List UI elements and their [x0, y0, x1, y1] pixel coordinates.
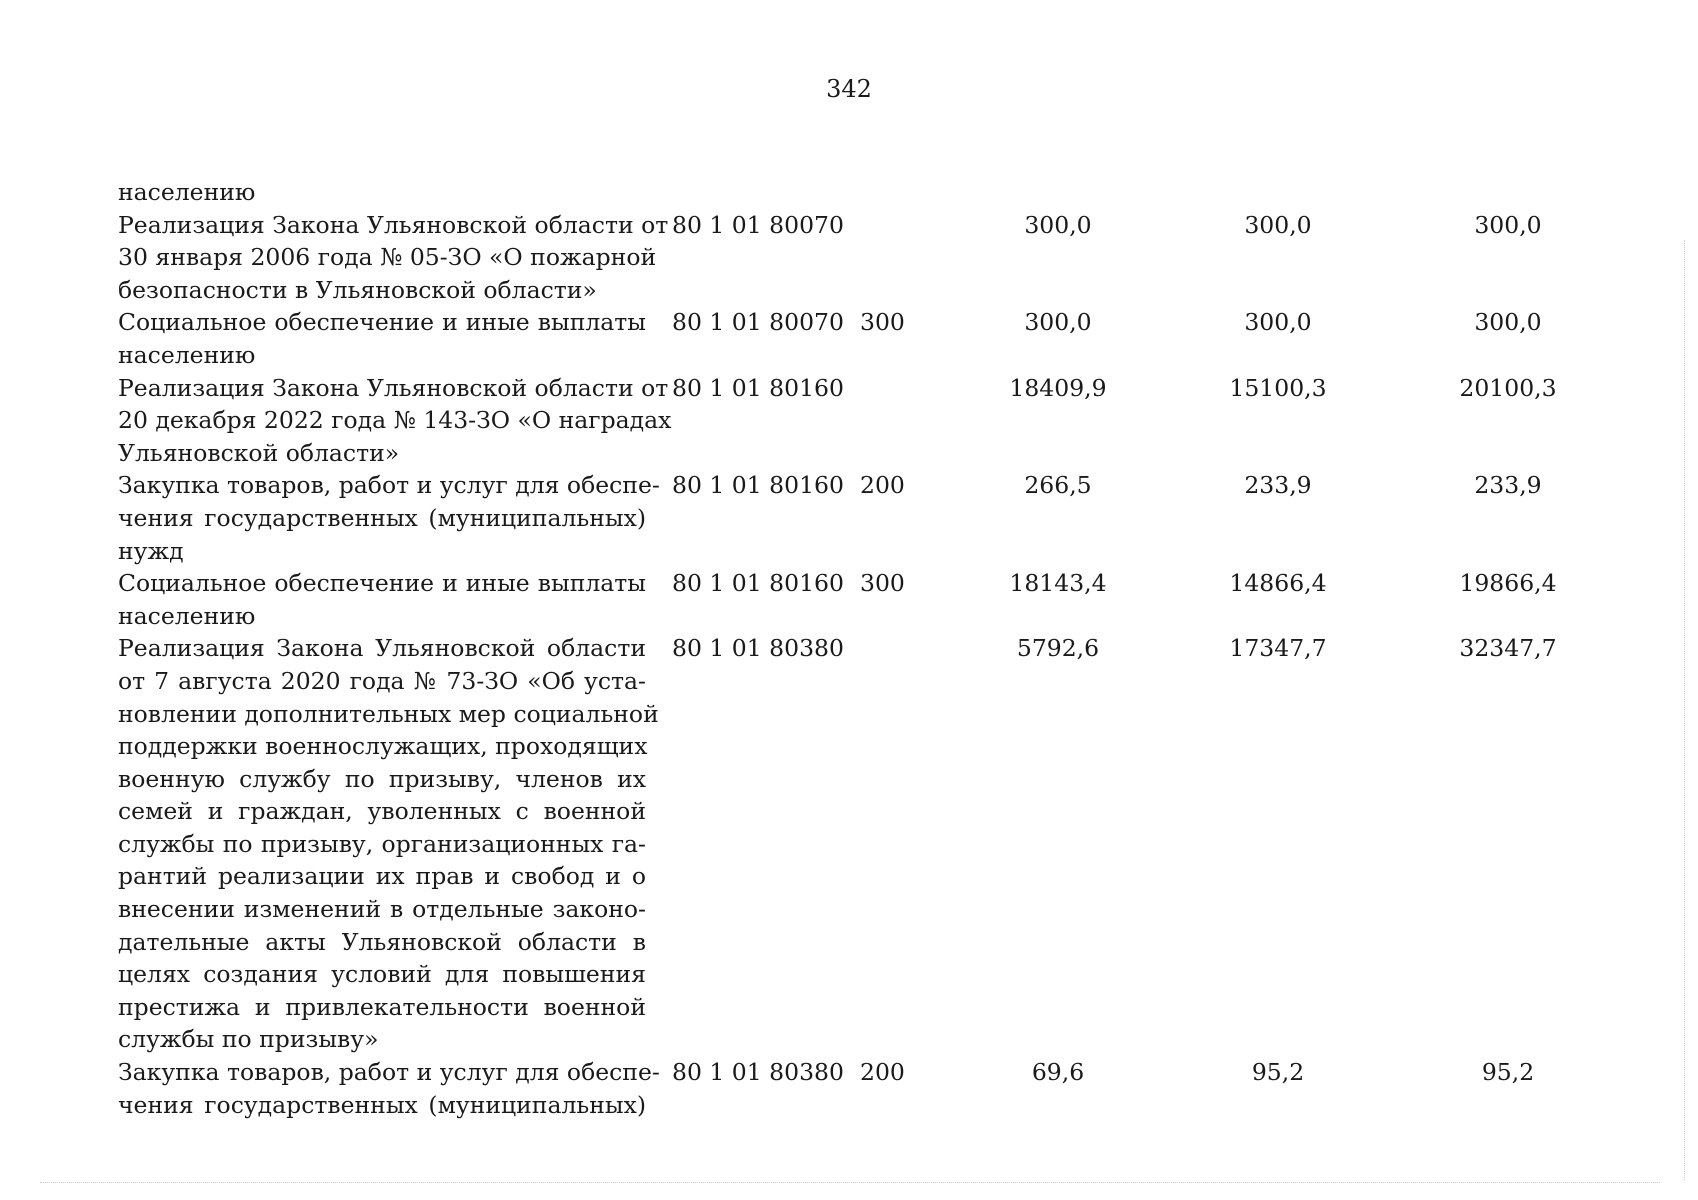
- table-row: [118, 176, 1558, 209]
- target-article-code: 80 1 01 80380: [672, 634, 844, 663]
- description-line: 30 января 2006 года № 05-ЗО «О пожарной: [118, 243, 657, 272]
- scan-edge-right: [1684, 240, 1685, 1180]
- description-line: рантий реализации их прав и свобод и о: [118, 862, 646, 891]
- description-line: новлении дополнительных мер социальной: [118, 699, 659, 728]
- description-line: Закупка товаров, работ и услуг для обеспе-: [118, 471, 660, 500]
- amount-year-2: 15100,3: [1229, 373, 1327, 402]
- description-line: населению: [118, 601, 256, 630]
- target-article-code: 80 1 01 80160: [672, 471, 844, 500]
- row-description: [118, 176, 646, 209]
- description-line: дательные акты Ульяновской области в: [118, 927, 646, 956]
- description-line: Социальное обеспечение и иные выплаты: [118, 308, 646, 337]
- table-row: [118, 632, 1558, 1056]
- description-line: Реализация Закона Ульяновской области: [118, 634, 646, 663]
- description-line: семей и граждан, уволенных с военной: [118, 797, 646, 826]
- description-line: внесении изменений в отдельные законо-: [118, 895, 646, 924]
- row-description: [118, 632, 659, 1056]
- description-line: Закупка товаров, работ и услуг для обеспе-: [118, 1058, 660, 1087]
- row-description: [118, 306, 646, 371]
- description-line: Ульяновской области»: [118, 438, 400, 467]
- row-description: [118, 209, 669, 307]
- description-line: безопасности в Ульяновской области»: [118, 275, 597, 304]
- row-description: [118, 372, 672, 470]
- amount-year-2: 300,0: [1244, 308, 1312, 337]
- amount-year-2: 95,2: [1251, 1058, 1305, 1087]
- target-article-code: 80 1 01 80160: [672, 373, 844, 402]
- page-number: 342: [826, 75, 872, 103]
- description-line: военную службу по призыву, членов их: [118, 764, 646, 793]
- description-line: 20 декабря 2022 года № 143-ЗО «О наградах: [118, 406, 672, 435]
- target-article-code: 80 1 01 80380: [672, 1058, 844, 1087]
- budget-table: [118, 176, 1558, 1121]
- target-article-code: 80 1 01 80160: [672, 569, 844, 598]
- target-article-code: 80 1 01 80070: [672, 308, 844, 337]
- table-row: [118, 209, 1558, 307]
- row-description: [118, 567, 646, 632]
- amount-year-3: 19866,4: [1459, 569, 1557, 598]
- amount-year-3: 233,9: [1474, 471, 1542, 500]
- amount-year-2: 233,9: [1244, 471, 1312, 500]
- expense-type-code: 200: [860, 1058, 905, 1087]
- row-description: [118, 1056, 660, 1121]
- amount-year-3: 300,0: [1474, 210, 1542, 239]
- amount-year-1: 266,5: [1024, 471, 1092, 500]
- row-description: [118, 469, 660, 567]
- description-line: Реализация Закона Ульяновской области от: [118, 373, 669, 402]
- description-line: чения государственных (муниципальных): [118, 503, 646, 532]
- amount-year-2: 17347,7: [1229, 634, 1327, 663]
- description-line: чения государственных (муниципальных): [118, 1090, 646, 1119]
- amount-year-1: 300,0: [1024, 210, 1092, 239]
- amount-year-1: 18143,4: [1009, 569, 1107, 598]
- description-line: населению: [118, 178, 256, 206]
- amount-year-1: 69,6: [1031, 1058, 1085, 1087]
- target-article-code: 80 1 01 80070: [672, 210, 844, 239]
- amount-year-3: 95,2: [1481, 1058, 1535, 1087]
- amount-year-2: 300,0: [1244, 210, 1312, 239]
- amount-year-1: 5792,6: [1016, 634, 1100, 663]
- expense-type-code: 300: [860, 308, 905, 337]
- amount-year-1: 18409,9: [1009, 373, 1107, 402]
- table-row: [118, 306, 1558, 371]
- table-row: [118, 372, 1558, 470]
- table-row: [118, 567, 1558, 632]
- table-row: [118, 1056, 1558, 1121]
- description-line: от 7 августа 2020 года № 73-ЗО «Об уста-: [118, 666, 646, 695]
- amount-year-3: 300,0: [1474, 308, 1542, 337]
- description-line: службы по призыву»: [118, 1025, 379, 1054]
- description-line: престижа и привлекательности военной: [118, 992, 646, 1021]
- description-line: Реализация Закона Ульяновской области от: [118, 210, 669, 239]
- amount-year-1: 300,0: [1024, 308, 1092, 337]
- description-line: Социальное обеспечение и иные выплаты: [118, 569, 646, 598]
- description-line: службы по призыву, организационных га-: [118, 829, 646, 858]
- table-row: [118, 469, 1558, 567]
- description-line: населению: [118, 340, 256, 369]
- scan-edge-bottom: [40, 1182, 1660, 1183]
- description-line: целях создания условий для повышения: [118, 960, 646, 989]
- amount-year-3: 20100,3: [1459, 373, 1557, 402]
- expense-type-code: 300: [860, 569, 905, 598]
- amount-year-3: 32347,7: [1459, 634, 1557, 663]
- expense-type-code: 200: [860, 471, 905, 500]
- description-line: нужд: [118, 536, 184, 565]
- amount-year-2: 14866,4: [1229, 569, 1327, 598]
- description-line: поддержки военнослужащих, проходящих: [118, 732, 648, 761]
